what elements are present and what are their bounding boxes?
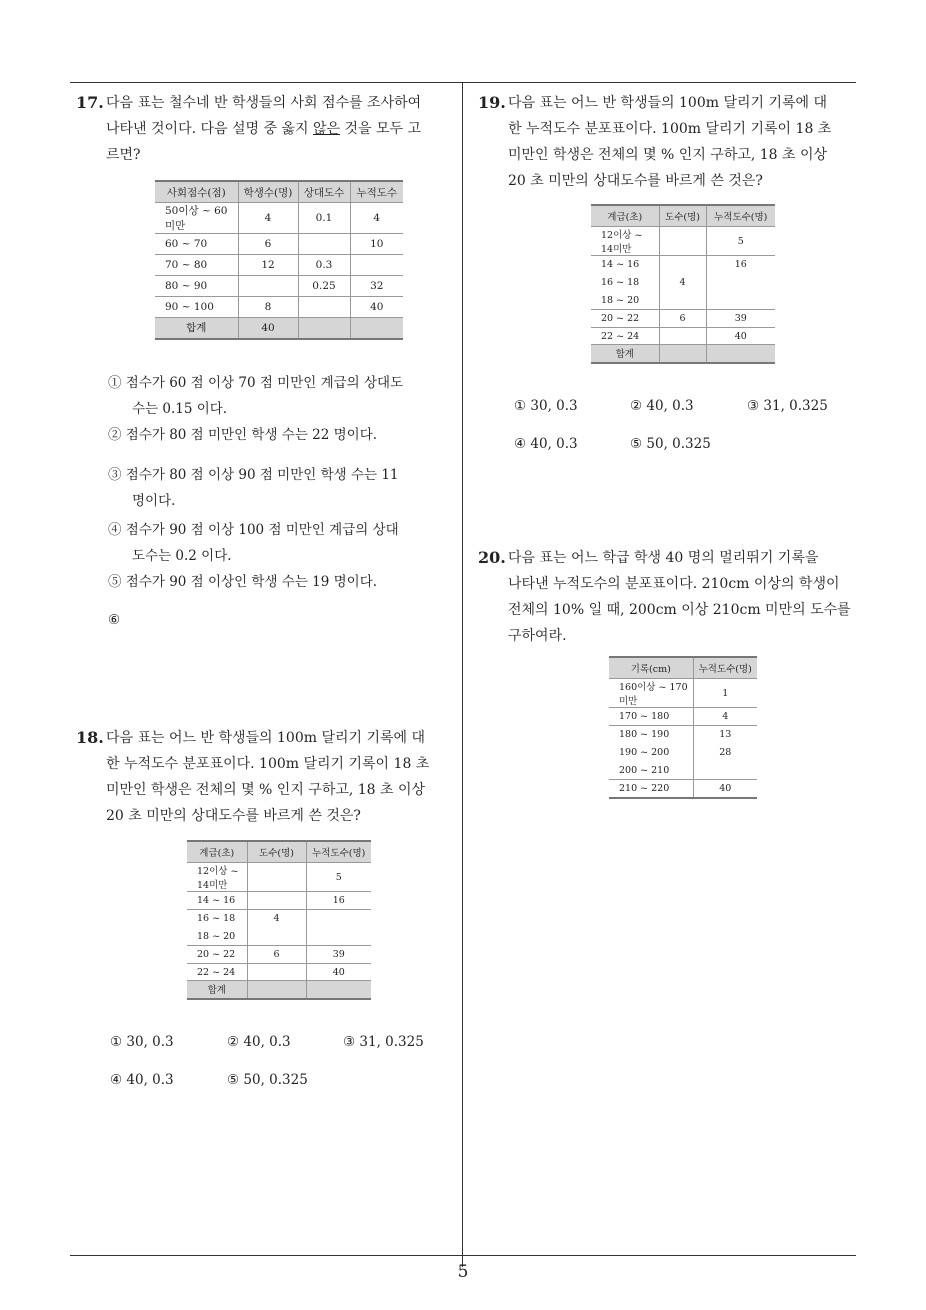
- answer-options: [108, 370, 458, 633]
- table-row: 12이상 ~ 14미만 5: [591, 227, 775, 256]
- table-header: 학생수(명): [238, 181, 298, 203]
- table-row: 200 ~ 210: [609, 762, 757, 780]
- question-text-line: 20 초 미만의 상대도수를 바르게 쓴 것은?: [508, 173, 763, 189]
- table-header: 누적도수: [350, 181, 403, 203]
- option-1[interactable]: ① 30, 0.3: [514, 398, 578, 414]
- table-row: 18 ~ 20: [591, 292, 775, 310]
- table-row: 170 ~ 180 4: [609, 708, 757, 726]
- table-row: 60 ~ 70 6 10: [155, 234, 403, 255]
- run-cumulative-table: 계급(초) 도수(명) 누적도수(명) 12이상 ~ 14미만 5 14 ~ 16 16 16 ~ 18 4 18 ~ 20 20 ~ 22 6 39 22 ~ 24 40 합계: [187, 840, 371, 1000]
- question-text-line: 미만인 학생은 전체의 몇 % 인지 구하고, 18 초 이상: [106, 782, 426, 798]
- question-text-line: 미만인 학생은 전체의 몇 % 인지 구하고, 18 초 이상: [508, 147, 828, 163]
- table-row: 12이상 ~ 14미만 5: [187, 863, 371, 892]
- option-3[interactable]: ③ 31, 0.325: [343, 1034, 424, 1050]
- question-text-line: 20 초 미만의 상대도수를 바르게 쓴 것은?: [106, 808, 361, 824]
- page-number: 5: [457, 1262, 469, 1282]
- question-number: 18.: [76, 728, 104, 747]
- table-header: 사회점수(점): [155, 181, 238, 203]
- table-row: 14 ~ 16 16: [591, 256, 775, 274]
- table-row: 14 ~ 16 16: [187, 892, 371, 910]
- table-total-row: 합계: [591, 345, 775, 363]
- question-19: [478, 90, 862, 194]
- answer-options: [514, 398, 854, 458]
- question-17: [76, 90, 460, 168]
- question-text-line: 구하여라.: [508, 628, 567, 644]
- long-jump-cumulative-table: 기록(cm) 누적도수(명) 160이상 ~ 170미만 1 170 ~ 180 4 180 ~ 190 13 190 ~ 200 28 200 ~ 210 210 ~ 220 40: [609, 656, 757, 799]
- question-number: 20.: [478, 548, 506, 567]
- option-5[interactable]: ⑤ 점수가 90 점 이상인 학생 수는 19 명이다.: [108, 574, 378, 590]
- option-1[interactable]: ① 점수가 60 점 이상 70 점 미만인 계급의 상대도 수는 0.15 이다.: [108, 375, 404, 417]
- option-3[interactable]: ③ 31, 0.325: [747, 398, 828, 414]
- option-6[interactable]: ⑥: [108, 612, 121, 628]
- option-5[interactable]: ⑤ 50, 0.325: [227, 1072, 308, 1088]
- bottom-rule: [70, 1255, 856, 1256]
- underlined-word: 않은: [312, 121, 341, 137]
- question-text-line: 르면?: [106, 147, 141, 163]
- question-18: [76, 725, 460, 829]
- option-4[interactable]: ④ 40, 0.3: [514, 436, 578, 452]
- option-3[interactable]: ③ 점수가 80 점 이상 90 점 미만인 학생 수는 11 명이다.: [108, 467, 399, 509]
- question-number: 17.: [76, 93, 104, 112]
- table-row: 210 ~ 220 40: [609, 780, 757, 798]
- score-frequency-table: [155, 180, 403, 340]
- question-20: [478, 545, 862, 649]
- option-4[interactable]: ④ 40, 0.3: [110, 1072, 174, 1088]
- top-rule: [70, 82, 856, 83]
- table-row: 80 ~ 90 0.25 32: [155, 276, 403, 297]
- question-text-line: 전체의 10% 일 때, 200cm 이상 210cm 미만의 도수를: [508, 602, 851, 618]
- question-number: 19.: [478, 93, 506, 112]
- option-1[interactable]: ① 30, 0.3: [110, 1034, 174, 1050]
- question-text-line: 다음 표는 철수네 반 학생들의 사회 점수를 조사하여: [106, 95, 422, 111]
- question-text-line: 다음 표는 어느 학급 학생 40 명의 멀리뛰기 기록을: [508, 550, 819, 566]
- column-divider: [462, 82, 463, 1267]
- option-2[interactable]: ② 점수가 80 점 미만인 학생 수는 22 명이다.: [108, 427, 378, 443]
- table-row: 22 ~ 24 40: [187, 964, 371, 981]
- table-row: 20 ~ 22 6 39: [591, 310, 775, 328]
- table-total-row: 합계: [187, 981, 371, 999]
- answer-options: [110, 1034, 460, 1094]
- table-row: 50이상 ~ 60미만 4 0.1 4: [155, 203, 403, 234]
- question-text-line: 다음 표는 어느 반 학생들의 100m 달리기 기록에 대: [508, 95, 828, 111]
- table-row: 16 ~ 18 4: [591, 274, 775, 292]
- question-text-line: 한 누적도수 분포표이다. 100m 달리기 기록이 18 초: [106, 756, 430, 772]
- option-2[interactable]: ② 40, 0.3: [630, 398, 694, 414]
- question-text-line: 나타낸 것이다. 다음 설명 중 옳지 않은 것을 모두 고: [106, 121, 422, 137]
- option-2[interactable]: ② 40, 0.3: [227, 1034, 291, 1050]
- table-row: 20 ~ 22 6 39: [187, 946, 371, 964]
- table-header: 상대도수: [298, 181, 350, 203]
- question-text-line: 다음 표는 어느 반 학생들의 100m 달리기 기록에 대: [106, 730, 426, 746]
- option-5[interactable]: ⑤ 50, 0.325: [630, 436, 711, 452]
- table-row: 190 ~ 200 28: [609, 744, 757, 762]
- question-text-line: 한 누적도수 분포표이다. 100m 달리기 기록이 18 초: [508, 121, 832, 137]
- table-row: 18 ~ 20: [187, 928, 371, 946]
- table-row: 22 ~ 24 40: [591, 328, 775, 345]
- table-row: 90 ~ 100 8 40: [155, 297, 403, 318]
- table-row: 70 ~ 80 12 0.3: [155, 255, 403, 276]
- question-text-line: 나타낸 누적도수의 분포표이다. 210cm 이상의 학생이: [508, 576, 840, 592]
- table-row: 16 ~ 18 4: [187, 910, 371, 928]
- run-cumulative-table: 계급(초) 도수(명) 누적도수(명) 12이상 ~ 14미만 5 14 ~ 16 16 16 ~ 18 4 18 ~ 20 20 ~ 22 6 39 22 ~ 24 40 합계: [591, 204, 775, 364]
- table-row: 180 ~ 190 13: [609, 726, 757, 744]
- table-row: 160이상 ~ 170미만 1: [609, 679, 757, 708]
- table-total-row: 합계 40: [155, 318, 403, 339]
- option-4[interactable]: ④ 점수가 90 점 이상 100 점 미만인 계급의 상대 도수는 0.2 이다.: [108, 522, 399, 564]
